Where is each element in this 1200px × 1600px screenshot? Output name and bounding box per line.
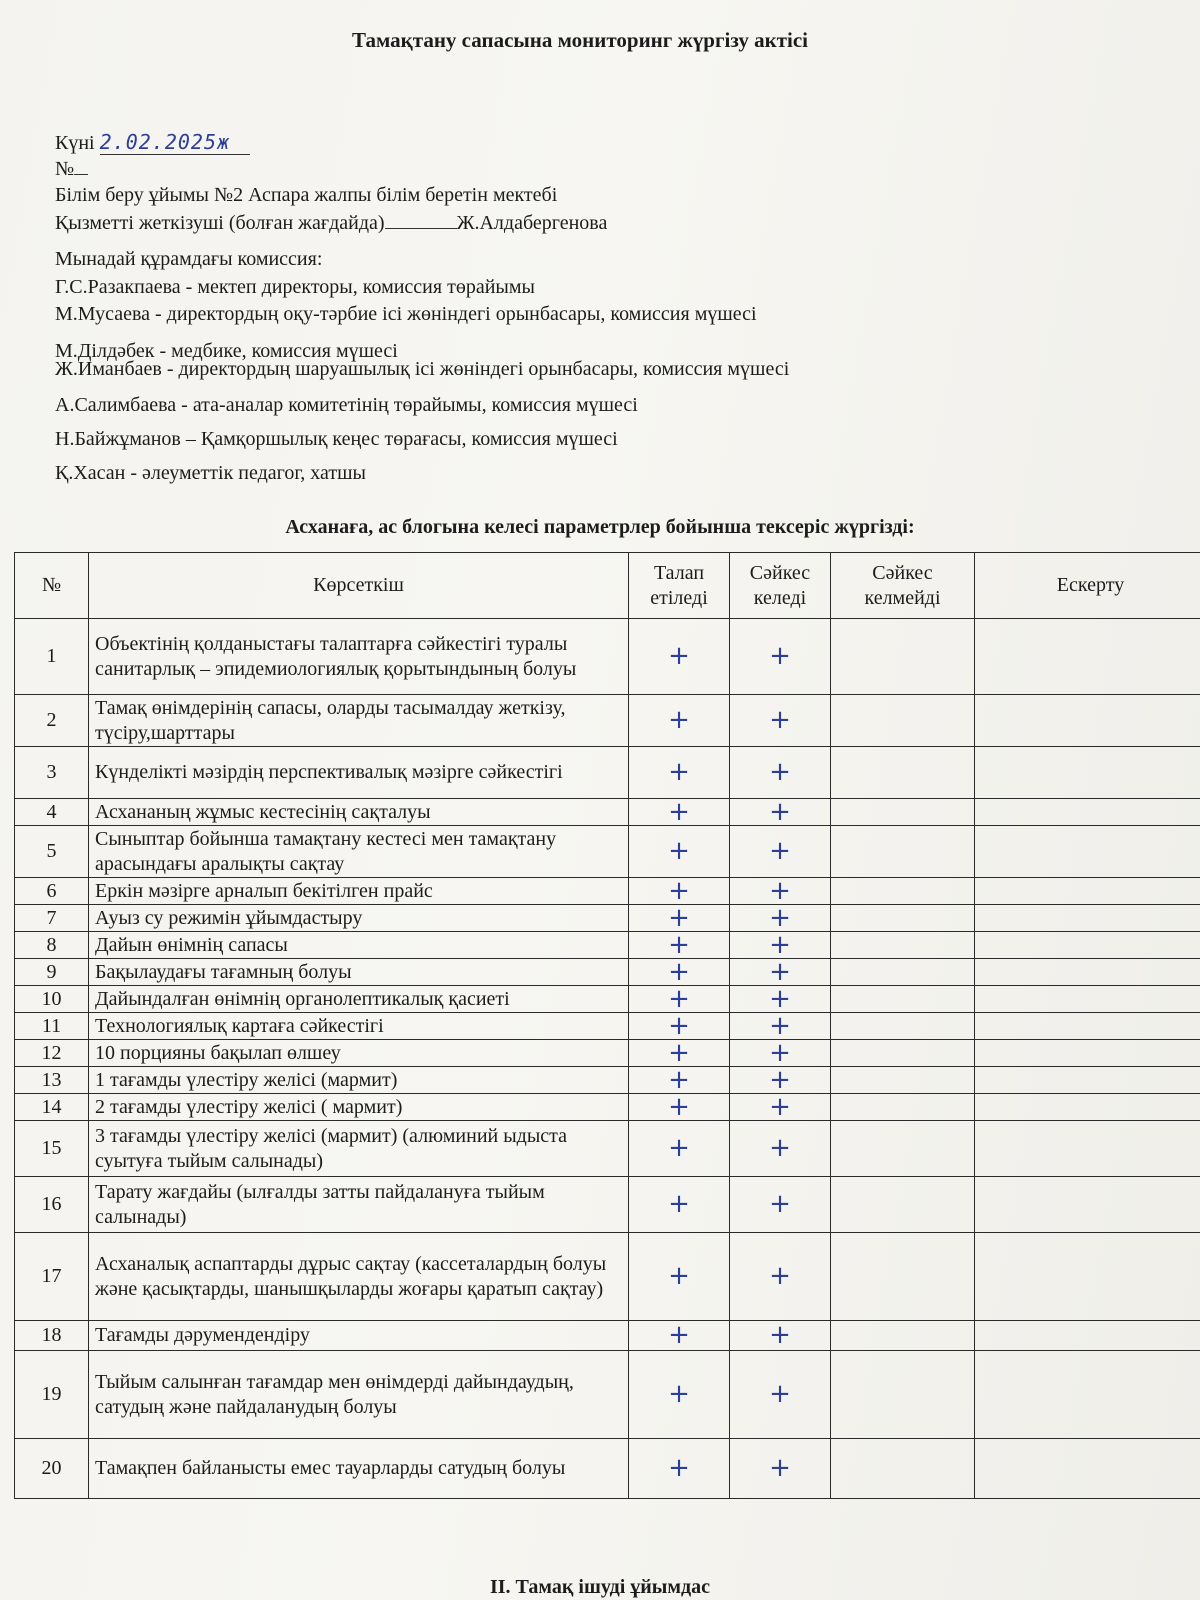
row-number: 13 xyxy=(15,1067,89,1094)
row-note xyxy=(975,1439,1200,1499)
row-indicator: Еркін мәзірге арналып бекітілген прайс xyxy=(89,878,629,905)
row-noncompliant xyxy=(831,1177,975,1233)
row-noncompliant xyxy=(831,1439,975,1499)
row-indicator: Асхананың жұмыс кестесінің сақталуы xyxy=(89,799,629,826)
row-indicator: Бақылаудағы тағамның болуы xyxy=(89,959,629,986)
row-indicator: Ауыз су режимін ұйымдастыру xyxy=(89,905,629,932)
row-compliant-mark: + xyxy=(730,1067,831,1094)
row-compliant-mark: + xyxy=(730,1094,831,1121)
row-note xyxy=(975,1351,1200,1439)
row-indicator: Тамақпен байланысты емес тауарларды сатудың болуы xyxy=(89,1439,629,1499)
header-required: Талап етіледі xyxy=(629,553,730,619)
table-row xyxy=(15,1321,1200,1351)
header-compliant: Сәйкес келеді xyxy=(730,553,831,619)
row-indicator: Күнделікті мәзірдің перспективалық мәзірге сәйкестігі xyxy=(89,747,629,799)
row-noncompliant xyxy=(831,826,975,878)
row-note xyxy=(975,619,1200,695)
row-number: 14 xyxy=(15,1094,89,1121)
row-indicator: Тарату жағдайы (ылғалды затты пайдалануға тыйым салынады) xyxy=(89,1177,629,1233)
row-number: 8 xyxy=(15,932,89,959)
row-number: 2 xyxy=(15,695,89,747)
row-indicator: Сыныптар бойынша тамақтану кестесі мен тамақтану арасындағы аралықты сақтау xyxy=(89,826,629,878)
commission-member: М.Мусаева - директордың оқу-тәрбие ісі жөніндегі орынбасары, комиссия мүшесі xyxy=(55,303,757,325)
row-required-mark: + xyxy=(629,1177,730,1233)
row-noncompliant xyxy=(831,1094,975,1121)
table-row xyxy=(15,1439,1200,1499)
row-indicator: 10 порцияны бақылап өлшеу xyxy=(89,1040,629,1067)
row-required-mark: + xyxy=(629,959,730,986)
row-indicator: Тағамды дәрумендендіру xyxy=(89,1321,629,1351)
header-note: Ескерту xyxy=(975,553,1200,619)
row-compliant-mark: + xyxy=(730,1351,831,1439)
row-noncompliant xyxy=(831,1067,975,1094)
row-required-mark: + xyxy=(629,695,730,747)
commission-member: Қ.Хасан - әлеуметтік педагог, хатшы xyxy=(55,462,366,484)
row-required-mark: + xyxy=(629,1040,730,1067)
row-compliant-mark: + xyxy=(730,1121,831,1177)
table-row xyxy=(15,619,1200,695)
row-required-mark: + xyxy=(629,1094,730,1121)
row-number: 4 xyxy=(15,799,89,826)
table-row xyxy=(15,1040,1200,1067)
row-indicator: Объектінің қолданыстағы талаптарға сәйкестігі туралы санитарлық – эпидемиологиялық қорытындының болуы xyxy=(89,619,629,695)
row-compliant-mark: + xyxy=(730,619,831,695)
row-note xyxy=(975,799,1200,826)
row-compliant-mark: + xyxy=(730,1233,831,1321)
row-note xyxy=(975,1233,1200,1321)
row-note xyxy=(975,1067,1200,1094)
row-noncompliant xyxy=(831,1233,975,1321)
table-row xyxy=(15,826,1200,878)
row-noncompliant xyxy=(831,1121,975,1177)
row-required-mark: + xyxy=(629,799,730,826)
date-label: Күні xyxy=(55,132,95,154)
row-note xyxy=(975,959,1200,986)
table-row xyxy=(15,986,1200,1013)
row-indicator: Асханалық аспаптарды дұрыс сақтау (кассеталардың болуы және қасықтарды, шанышқыларды жоғары қаратып сақтау) xyxy=(89,1233,629,1321)
row-note xyxy=(975,747,1200,799)
row-required-mark: + xyxy=(629,1013,730,1040)
row-required-mark: + xyxy=(629,1067,730,1094)
row-required-mark: + xyxy=(629,878,730,905)
row-compliant-mark: + xyxy=(730,986,831,1013)
row-indicator: Тыйым салынған тағамдар мен өнімдерді дайындаудың, сатудың және пайдаланудың болуы xyxy=(89,1351,629,1439)
row-note xyxy=(975,1040,1200,1067)
row-number: 9 xyxy=(15,959,89,986)
date-line xyxy=(55,130,250,155)
row-note xyxy=(975,905,1200,932)
row-note xyxy=(975,1013,1200,1040)
commission-label: Мынадай құрамдағы комиссия: xyxy=(55,248,323,270)
row-number: 10 xyxy=(15,986,89,1013)
row-number: 7 xyxy=(15,905,89,932)
inspection-table xyxy=(14,552,1200,1499)
row-note xyxy=(975,826,1200,878)
row-required-mark: + xyxy=(629,986,730,1013)
school-line: Білім беру ұйымы №2 Аспара жалпы білім беретін мектебі xyxy=(55,184,558,206)
table-header-row xyxy=(15,553,1200,619)
row-indicator: Дайын өнімнің сапасы xyxy=(89,932,629,959)
commission-member: Г.С.Разакпаева - мектеп директоры, комиссия төрайымы xyxy=(55,276,535,298)
row-number: 19 xyxy=(15,1351,89,1439)
row-indicator: 2 тағамды үлестіру желісі ( мармит) xyxy=(89,1094,629,1121)
row-noncompliant xyxy=(831,905,975,932)
table-row xyxy=(15,1013,1200,1040)
commission-member: Н.Байжұманов – Қамқоршылық кеңес төрағасы, комиссия мүшесі xyxy=(55,428,618,450)
date-value: 2.02.2025ж xyxy=(100,130,250,155)
row-number: 3 xyxy=(15,747,89,799)
table-row xyxy=(15,1233,1200,1321)
table-row xyxy=(15,747,1200,799)
commission-member: М.Ділдәбек - медбике, комиссия мүшесі xyxy=(55,340,398,362)
table-row xyxy=(15,799,1200,826)
row-compliant-mark: + xyxy=(730,1439,831,1499)
row-note xyxy=(975,1321,1200,1351)
table-row xyxy=(15,959,1200,986)
row-noncompliant xyxy=(831,747,975,799)
supplier-line xyxy=(55,212,607,235)
row-noncompliant xyxy=(831,695,975,747)
row-number: 15 xyxy=(15,1121,89,1177)
row-noncompliant xyxy=(831,986,975,1013)
row-noncompliant xyxy=(831,1351,975,1439)
row-required-mark: + xyxy=(629,1439,730,1499)
table-row xyxy=(15,695,1200,747)
row-noncompliant xyxy=(831,1013,975,1040)
row-number: 6 xyxy=(15,878,89,905)
header-noncompliant: Сәйкес келмейді xyxy=(831,553,975,619)
row-compliant-mark: + xyxy=(730,905,831,932)
row-indicator: Тамақ өнімдерінің сапасы, оларды тасымалдау жеткізу, түсіру,шарттары xyxy=(89,695,629,747)
row-note xyxy=(975,695,1200,747)
table-title: Асханаға, ас блогына келесі параметрлер бойынша тексеріс жүргізді: xyxy=(285,516,915,538)
row-indicator: Технологиялық картаға сәйкестігі xyxy=(89,1013,629,1040)
header-number: № xyxy=(15,553,89,619)
row-required-mark: + xyxy=(629,747,730,799)
row-note xyxy=(975,878,1200,905)
number-blank xyxy=(74,160,88,175)
row-compliant-mark: + xyxy=(730,1013,831,1040)
supplier-label: Қызметті жеткізуші (болған жағдайда) xyxy=(55,212,385,234)
row-note xyxy=(975,1094,1200,1121)
row-number: 20 xyxy=(15,1439,89,1499)
row-number: 18 xyxy=(15,1321,89,1351)
row-indicator: 3 тағамды үлестіру желісі (мармит) (алюминий ыдыста суытуға тыйым салынады) xyxy=(89,1121,629,1177)
row-required-mark: + xyxy=(629,619,730,695)
row-required-mark: + xyxy=(629,932,730,959)
row-note xyxy=(975,986,1200,1013)
table-row xyxy=(15,1094,1200,1121)
row-compliant-mark: + xyxy=(730,932,831,959)
header-indicator: Көрсеткіш xyxy=(89,553,629,619)
table-row xyxy=(15,1121,1200,1177)
table-row xyxy=(15,1177,1200,1233)
row-number: 17 xyxy=(15,1233,89,1321)
row-compliant-mark: + xyxy=(730,747,831,799)
row-noncompliant xyxy=(831,878,975,905)
row-noncompliant xyxy=(831,932,975,959)
row-noncompliant xyxy=(831,619,975,695)
table-row xyxy=(15,905,1200,932)
supplier-value: Ж.Алдабергенова xyxy=(456,212,608,234)
row-number: 16 xyxy=(15,1177,89,1233)
document-title: Тамақтану сапасына мониторинг жүргізу актісі xyxy=(352,28,808,52)
table-row xyxy=(15,1351,1200,1439)
row-required-mark: + xyxy=(629,1351,730,1439)
row-required-mark: + xyxy=(629,826,730,878)
row-number: 1 xyxy=(15,619,89,695)
row-indicator: 1 тағамды үлестіру желісі (мармит) xyxy=(89,1067,629,1094)
row-number: 12 xyxy=(15,1040,89,1067)
number-label: № xyxy=(55,158,75,180)
row-indicator: Дайындалған өнімнің органолептикалық қасиеті xyxy=(89,986,629,1013)
table-row xyxy=(15,932,1200,959)
row-noncompliant xyxy=(831,799,975,826)
row-compliant-mark: + xyxy=(730,1321,831,1351)
row-compliant-mark: + xyxy=(730,1040,831,1067)
row-number: 5 xyxy=(15,826,89,878)
row-required-mark: + xyxy=(629,1121,730,1177)
row-note xyxy=(975,932,1200,959)
row-compliant-mark: + xyxy=(730,1177,831,1233)
row-number: 11 xyxy=(15,1013,89,1040)
row-compliant-mark: + xyxy=(730,959,831,986)
table-row xyxy=(15,878,1200,905)
commission-member: А.Салимбаева - ата-аналар комитетінің төрайымы, комиссия мүшесі xyxy=(55,394,638,416)
row-required-mark: + xyxy=(629,1321,730,1351)
row-note xyxy=(975,1177,1200,1233)
row-noncompliant xyxy=(831,1040,975,1067)
number-line xyxy=(55,158,88,181)
row-noncompliant xyxy=(831,959,975,986)
table-row xyxy=(15,1067,1200,1094)
supplier-blank xyxy=(385,214,457,229)
row-compliant-mark: + xyxy=(730,695,831,747)
row-compliant-mark: + xyxy=(730,826,831,878)
row-compliant-mark: + xyxy=(730,799,831,826)
row-required-mark: + xyxy=(629,905,730,932)
row-note xyxy=(975,1121,1200,1177)
row-noncompliant xyxy=(831,1321,975,1351)
commission-member: Ж.Иманбаев - директордың шаруашылық ісі жөніндегі орынбасары, комиссия мүшесі xyxy=(55,358,790,380)
row-compliant-mark: + xyxy=(730,878,831,905)
next-section-heading: ІІ. Тамақ ішуді ұйымдас xyxy=(489,1576,711,1598)
row-required-mark: + xyxy=(629,1233,730,1321)
